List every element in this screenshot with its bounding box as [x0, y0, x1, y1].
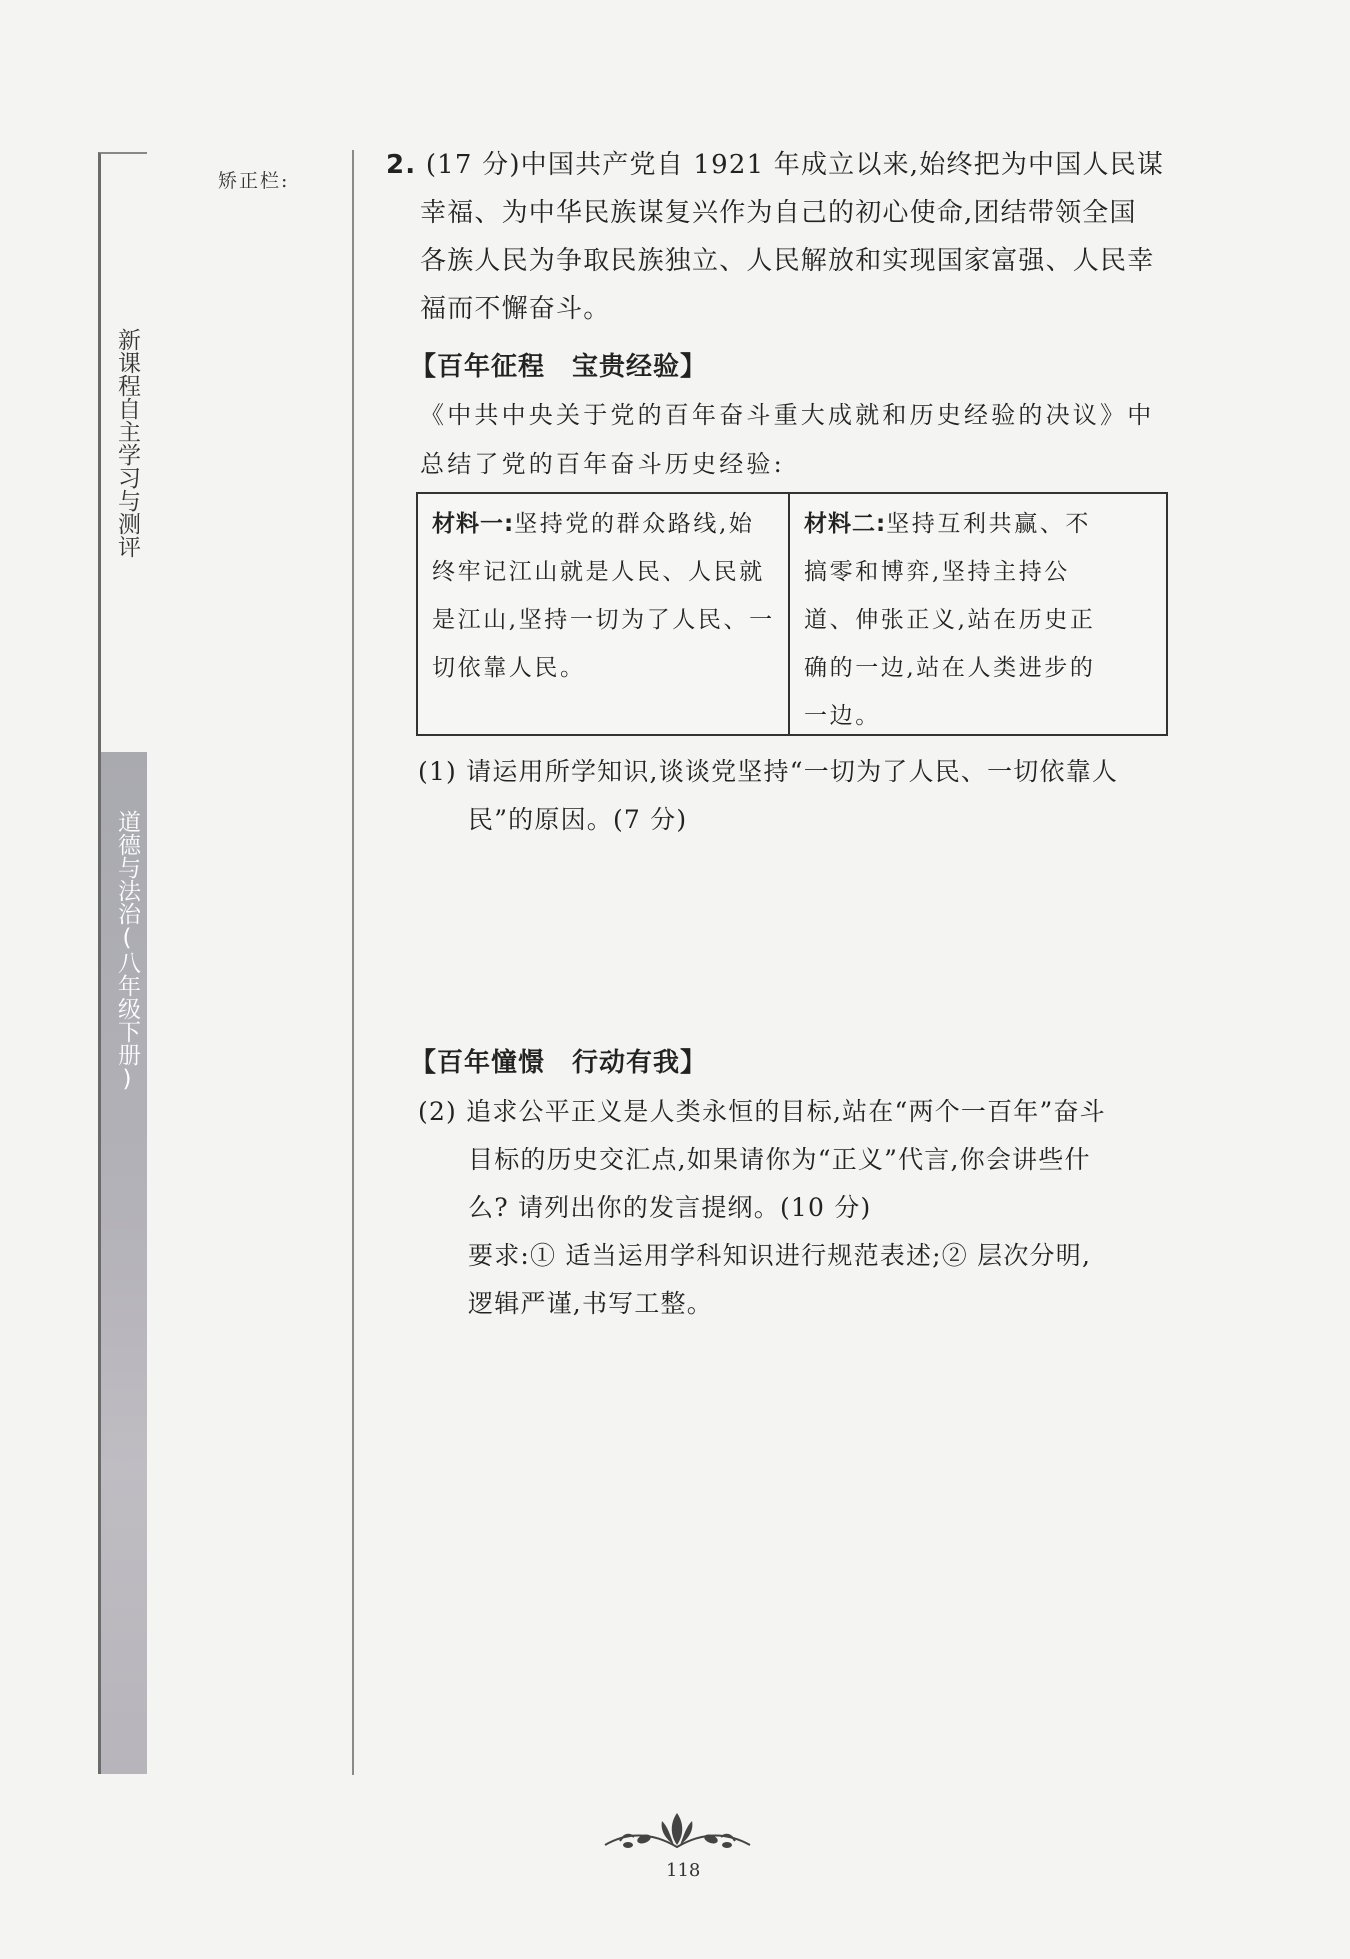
question-line [386, 150, 1164, 180]
material-two-text: 确的一边,站在人类进步的 [804, 655, 1096, 681]
section-title: 【百年憧憬 行动有我】 [410, 1048, 708, 1078]
material-two-text: 搞零和博弈,坚持主持公 [804, 559, 1070, 585]
material-one-text: 切依靠人民。 [432, 655, 586, 681]
material-one-text: 是江山,坚持一切为了人民、一 [432, 607, 775, 633]
subquestion-2-line: 么? 请列出你的发言提纲。(10 分) [468, 1193, 872, 1222]
series-title: 新课程自主学习与测评 [114, 328, 140, 558]
material-two-text: 道、伸张正义,站在历史正 [804, 607, 1096, 633]
subject-title: 道德与法治(八年级下册) [114, 810, 140, 1092]
floral-ornament-icon [600, 1805, 755, 1857]
margin-divider [352, 150, 354, 1775]
material-two-label: 材料二: [804, 511, 887, 537]
subquestion-1-line: 民”的原因。(7 分) [468, 805, 688, 834]
question-line: 福而不懈奋斗。 [420, 294, 611, 324]
material-two-cell [790, 494, 1166, 734]
subquestion-2-requirement: 要求:① 适当运用学科知识进行规范表述;② 层次分明, [468, 1241, 1092, 1270]
question-line: 各族人民为争取民族独立、人民解放和实现国家富强、人民幸 [420, 246, 1155, 276]
correction-column-label: 矫正栏: [218, 170, 290, 192]
material-one-label: 材料一: [432, 511, 515, 537]
subquestion-1-line: (1) 请运用所学知识,谈谈党坚持“一切为了人民、一切依靠人 [418, 757, 1119, 786]
material-two-text: 一边。 [804, 703, 881, 729]
question-line: 幸福、为中华民族谋复兴作为自己的初心使命,团结带领全国 [420, 198, 1137, 228]
material-one-cell [418, 494, 790, 734]
question-text: (17 分)中国共产党自 1921 年成立以来,始终把为中国人民谋 [425, 150, 1165, 180]
quote-line: 《中共中央关于党的百年奋斗重大成就和历史经验的决议》中 [420, 401, 1155, 429]
materials-table [416, 492, 1168, 736]
quote-line: 总结了党的百年奋斗历史经验: [420, 450, 785, 478]
material-one-text: 终牢记江山就是人民、人民就 [432, 559, 765, 585]
subquestion-2-requirement: 逻辑严谨,书写工整。 [468, 1289, 713, 1318]
question-number: 2. [386, 150, 417, 180]
section-title: 【百年征程 宝贵经验】 [410, 352, 708, 382]
material-one-text: 坚持党的群众路线,始 [514, 511, 755, 537]
subquestion-2-line: 目标的历史交汇点,如果请你为“正义”代言,你会讲些什 [468, 1145, 1091, 1174]
material-two-text: 坚持互利共赢、不 [886, 511, 1092, 537]
subquestion-2-line: (2) 追求公平正义是人类永恒的目标,站在“两个一百年”奋斗 [418, 1097, 1106, 1126]
page-number: 118 [666, 1860, 701, 1881]
